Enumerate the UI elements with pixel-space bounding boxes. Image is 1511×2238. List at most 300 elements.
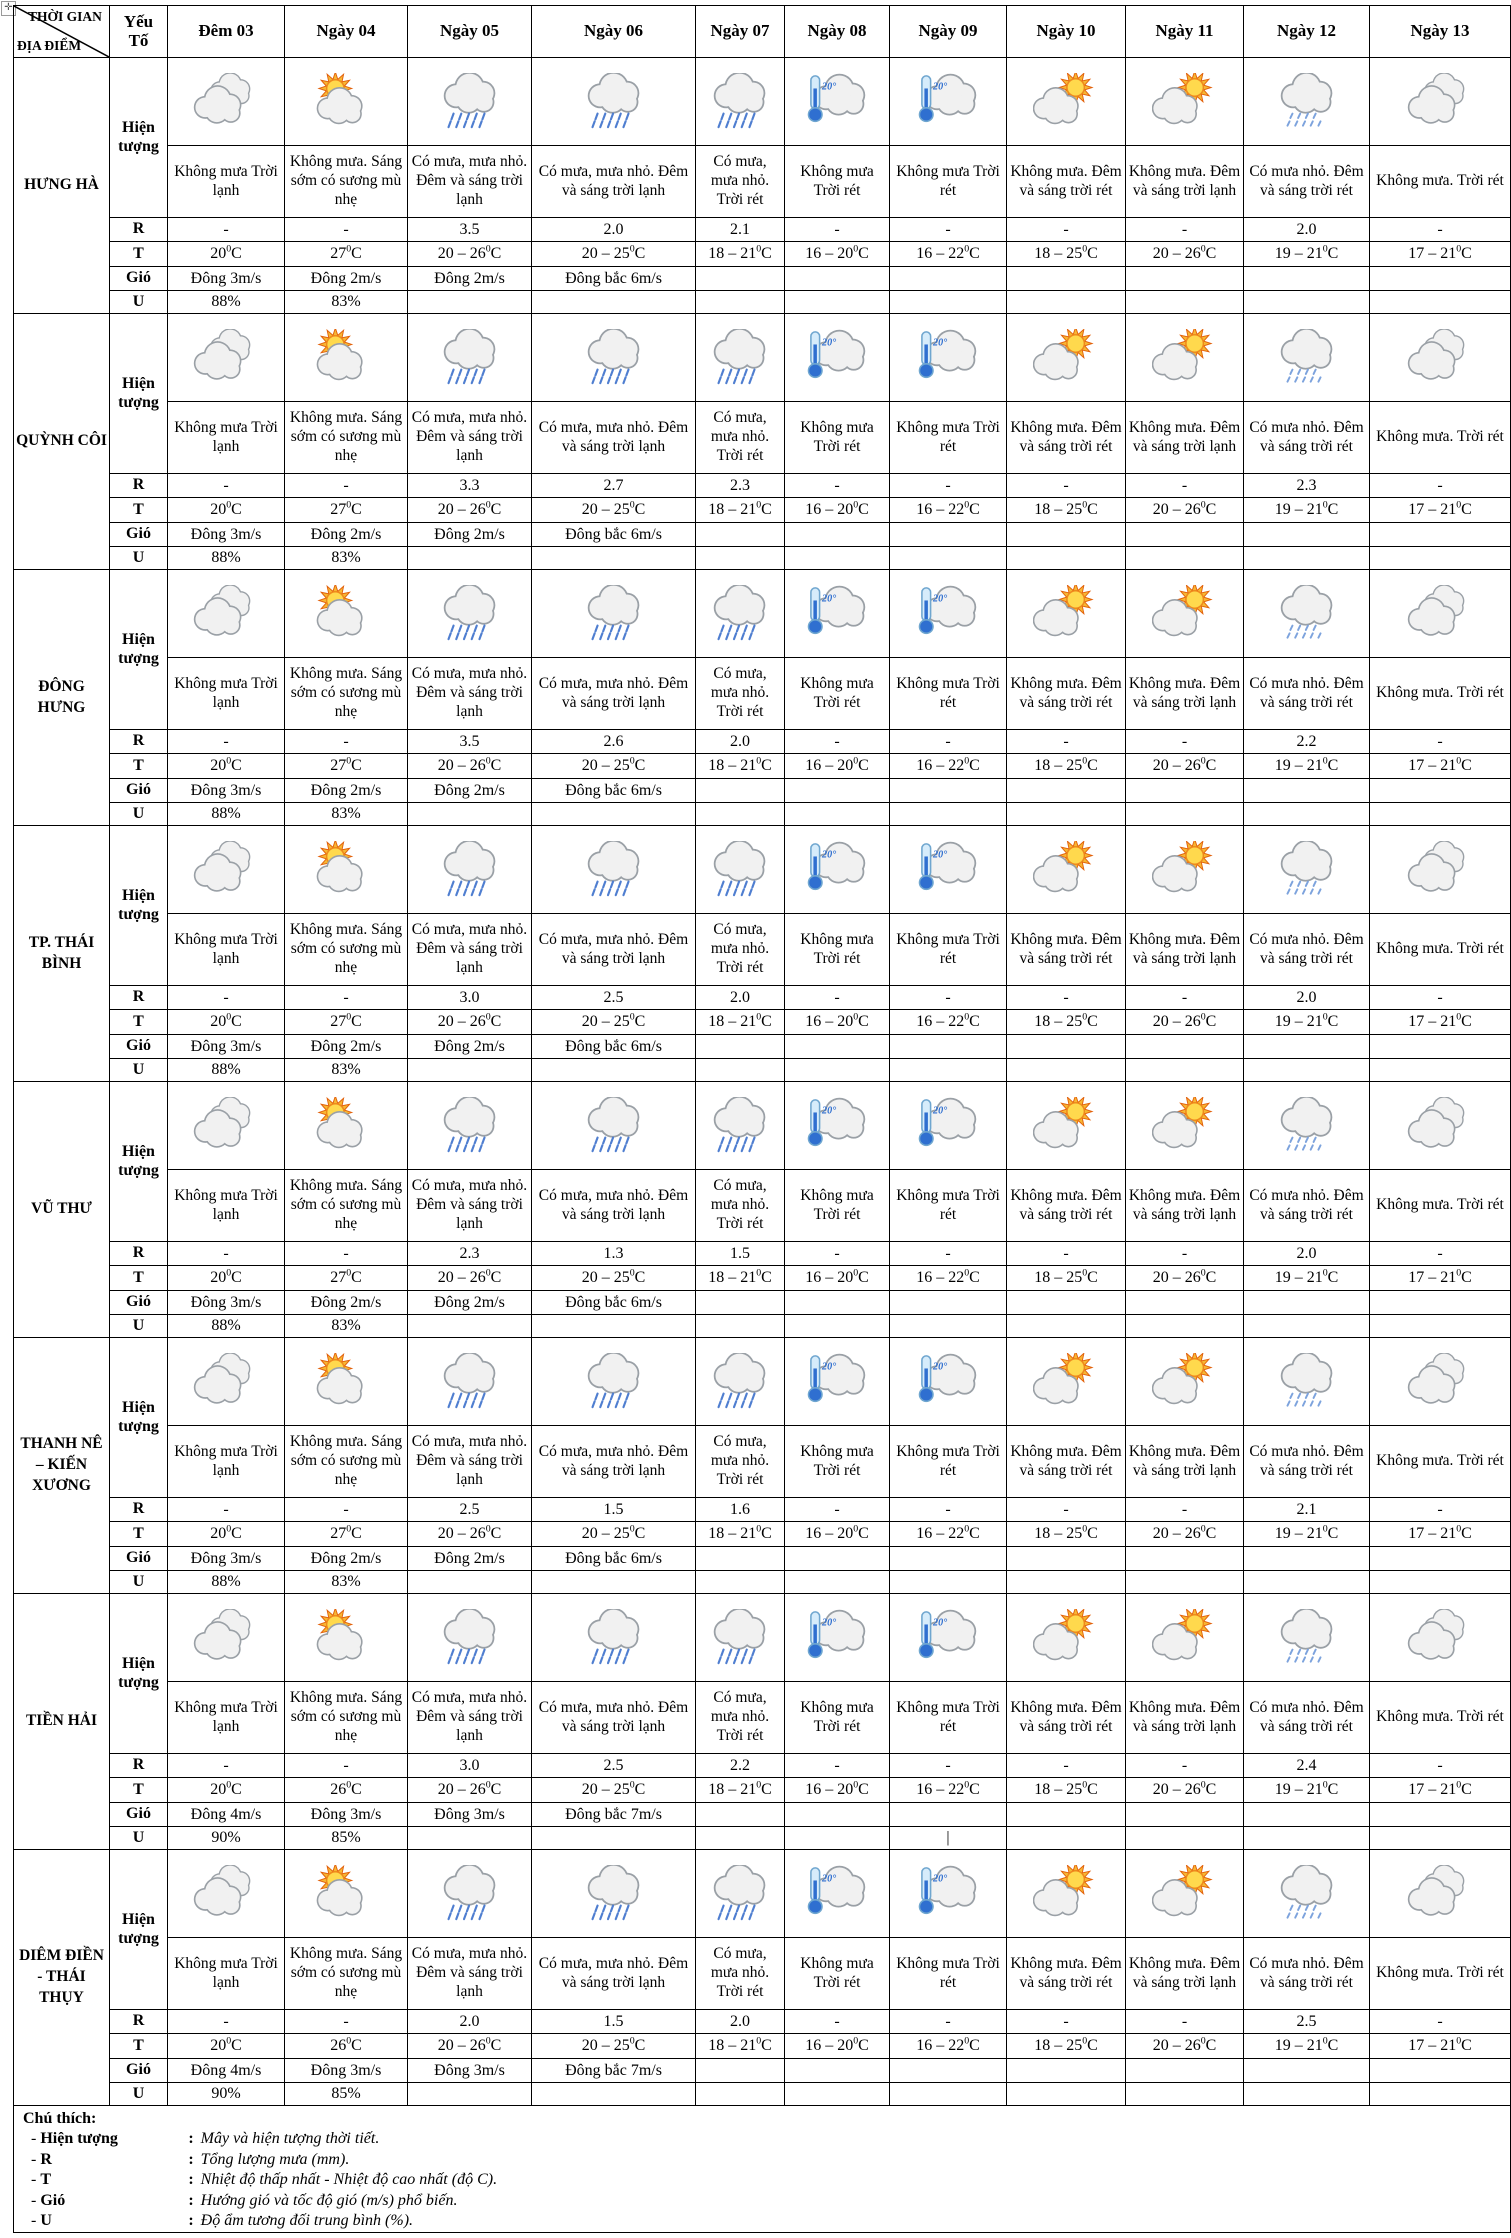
- humidity-row: [14, 547, 1511, 570]
- day-header: Ngày 08: [785, 6, 890, 58]
- weather-icon-cell: [408, 1850, 532, 1938]
- temperature-value: $27^0C$: [285, 1266, 408, 1291]
- weather-icon-cell: [168, 58, 285, 146]
- sun-cloud-left-icon: [287, 73, 405, 131]
- rain-value: -: [1370, 474, 1511, 498]
- row-label-gio: Gió: [110, 267, 168, 291]
- row-label-u: U: [110, 1059, 168, 1082]
- cloudy-icon: [1372, 585, 1508, 643]
- temperature-row: [14, 1778, 1511, 1803]
- humidity-value: 83%: [285, 1571, 408, 1594]
- temperature-value: $20 - 25^0C$: [532, 1266, 696, 1291]
- legend-colon: :: [188, 2171, 194, 2188]
- weather-description: Không mưa Trời lạnh: [168, 1426, 285, 1498]
- rain-value: -: [1370, 1754, 1511, 1778]
- weather-description: Không mưa Trời rét: [785, 1682, 890, 1754]
- wind-value: [1370, 2059, 1511, 2083]
- rain-value: -: [1126, 218, 1244, 242]
- humidity-value: [1370, 2083, 1511, 2106]
- description-row: [14, 146, 1511, 218]
- temperature-value: $16 - 20^0C$: [785, 2034, 890, 2059]
- weather-description: Không mưa Trời lạnh: [168, 146, 285, 218]
- legend-desc: Nhiệt độ thấp nhất - Nhiệt độ cao nhất (độ C).: [200, 2171, 498, 2188]
- wind-value: Đông bắc 6m/s: [532, 1035, 696, 1059]
- row-label-u: U: [110, 1315, 168, 1338]
- legend-item: - Gió : Hướng gió và tốc độ gió (m/s) phổ biến.: [14, 2191, 1510, 2212]
- wind-value: [696, 1291, 785, 1315]
- temperature-row: [14, 1522, 1511, 1547]
- rain-value: -: [785, 986, 890, 1010]
- rain-value: -: [785, 2010, 890, 2034]
- rain-value: 2.0: [1244, 986, 1370, 1010]
- temperature-value: $18 - 25^0C$: [1007, 242, 1126, 267]
- temperature-value: $20 - 26^0C$: [408, 1010, 532, 1035]
- wind-value: [1370, 267, 1511, 291]
- rain-light-icon: [1246, 841, 1367, 899]
- humidity-value: 83%: [285, 1059, 408, 1082]
- weather-description: Có mưa, mưa nhỏ. Đêm và sáng trời lạnh: [408, 1426, 532, 1498]
- weather-description: Có mưa, mưa nhỏ. Trời rét: [696, 914, 785, 986]
- wind-value: [890, 1803, 1007, 1827]
- sun-cloud-left-icon: [287, 841, 405, 899]
- humidity-value: [1007, 291, 1126, 314]
- weather-icon-cell: [1244, 1338, 1370, 1426]
- rain-value: -: [890, 730, 1007, 754]
- weather-icon-cell: [168, 826, 285, 914]
- temperature-value: $16 - 20^0C$: [785, 754, 890, 779]
- location-name: ĐÔNG HƯNG: [14, 570, 110, 826]
- thermo-cloud-icon: [892, 585, 1004, 643]
- wind-value: Đông 3m/s: [168, 1547, 285, 1571]
- rain-value: -: [1007, 1754, 1126, 1778]
- weather-description: Có mưa, mưa nhỏ. Đêm và sáng trời lạnh: [408, 1682, 532, 1754]
- temperature-value: $20^0C$: [168, 1010, 285, 1035]
- day-header: Ngày 11: [1126, 6, 1244, 58]
- weather-icon-cell: [1126, 58, 1244, 146]
- humidity-value: [696, 1827, 785, 1850]
- weather-description: Có mưa, mưa nhỏ. Đêm và sáng trời lạnh: [408, 146, 532, 218]
- humidity-value: |: [890, 1827, 1007, 1850]
- rain-value: 1.5: [696, 1242, 785, 1266]
- weather-icon-cell: [1126, 1850, 1244, 1938]
- sun-cloud-right-icon: [1009, 73, 1123, 131]
- weather-icon-cell: [285, 314, 408, 402]
- rain-value: 2.3: [408, 1242, 532, 1266]
- weather-icon-cell: [785, 58, 890, 146]
- humidity-value: [1126, 291, 1244, 314]
- description-row: [14, 1938, 1511, 2010]
- temperature-value: $19 - 21^0C$: [1244, 498, 1370, 523]
- temperature-value: $20^0C$: [168, 1266, 285, 1291]
- humidity-value: [1126, 1315, 1244, 1338]
- temperature-value: $20^0C$: [168, 754, 285, 779]
- humidity-value: [1126, 803, 1244, 826]
- wind-value: Đông bắc 7m/s: [532, 2059, 696, 2083]
- humidity-value: [408, 1315, 532, 1338]
- weather-icon-cell: [785, 1850, 890, 1938]
- rain-icon: [410, 1353, 529, 1411]
- weather-description: Có mưa, mưa nhỏ. Đêm và sáng trời lạnh: [408, 658, 532, 730]
- wind-value: [696, 267, 785, 291]
- temperature-value: $20 - 25^0C$: [532, 2034, 696, 2059]
- legend-term: U: [40, 2212, 52, 2229]
- wind-value: [696, 1035, 785, 1059]
- rain-value: 1.5: [532, 2010, 696, 2034]
- temperature-value: $20^0C$: [168, 498, 285, 523]
- humidity-value: [1244, 291, 1370, 314]
- row-label-u: U: [110, 547, 168, 570]
- temperature-value: $27^0C$: [285, 1522, 408, 1547]
- weather-description: Có mưa, mưa nhỏ. Đêm và sáng trời lạnh: [532, 402, 696, 474]
- legend-colon: :: [188, 2212, 194, 2229]
- description-row: [14, 658, 1511, 730]
- legend-desc: Tổng lượng mưa (mm).: [200, 2150, 350, 2168]
- row-label-r: R: [110, 218, 168, 242]
- icon-row: [14, 1082, 1511, 1170]
- description-row: [14, 1170, 1511, 1242]
- weather-icon-cell: [285, 1082, 408, 1170]
- rain-value: -: [890, 2010, 1007, 2034]
- weather-description: Không mưa. Đêm và sáng trời lạnh: [1126, 914, 1244, 986]
- cloudy-icon: [170, 585, 282, 643]
- humidity-value: [1007, 1315, 1126, 1338]
- row-label-r: R: [110, 730, 168, 754]
- temperature-value: $20 - 26^0C$: [408, 2034, 532, 2059]
- legend-desc: Độ ẩm tương đối trung bình (%).: [200, 2212, 414, 2229]
- thermo-cloud-icon: [787, 585, 887, 643]
- sun-cloud-left-icon: [287, 1097, 405, 1155]
- weather-icon-cell: [696, 58, 785, 146]
- cloudy-icon: [170, 73, 282, 131]
- temperature-value: $16 - 22^0C$: [890, 1266, 1007, 1291]
- row-label-r: R: [110, 1498, 168, 1522]
- wind-value: Đông bắc 6m/s: [532, 1547, 696, 1571]
- row-label-u: U: [110, 291, 168, 314]
- rain-icon: [698, 841, 782, 899]
- weather-icon-cell: [1007, 570, 1126, 658]
- factor-column-header: Yếu Tố: [110, 6, 168, 58]
- humidity-value: [1126, 547, 1244, 570]
- wind-value: [890, 267, 1007, 291]
- weather-icon-cell: [1126, 1082, 1244, 1170]
- humidity-value: [1370, 291, 1511, 314]
- wind-value: Đông 3m/s: [168, 1035, 285, 1059]
- wind-row: [14, 1547, 1511, 1571]
- rain-light-icon: [1246, 329, 1367, 387]
- svg-text:20°: 20°: [822, 336, 837, 348]
- wind-value: [785, 2059, 890, 2083]
- row-label-gio: Gió: [110, 1291, 168, 1315]
- temperature-value: $20 - 25^0C$: [532, 498, 696, 523]
- humidity-value: [696, 1315, 785, 1338]
- weather-icon-cell: [785, 1338, 890, 1426]
- row-label-t: T: [110, 242, 168, 267]
- rain-value: -: [1126, 474, 1244, 498]
- temperature-value: $16 - 20^0C$: [785, 1522, 890, 1547]
- sun-cloud-left-icon: [287, 1865, 405, 1923]
- row-label-hien-tuong: Hiện tượng: [110, 1850, 168, 2010]
- humidity-value: 88%: [168, 803, 285, 826]
- wind-value: Đông 4m/s: [168, 1803, 285, 1827]
- svg-text:20°: 20°: [822, 1872, 837, 1884]
- wind-value: [1126, 267, 1244, 291]
- wind-value: Đông 2m/s: [285, 523, 408, 547]
- rain-value: -: [890, 1242, 1007, 1266]
- legend-term: T: [40, 2171, 51, 2188]
- svg-text:20°: 20°: [933, 848, 948, 860]
- weather-description: Không mưa. Sáng sớm có sương mù nhẹ: [285, 146, 408, 218]
- wind-value: [1007, 779, 1126, 803]
- rain-value: 3.3: [408, 474, 532, 498]
- thermo-cloud-icon: [787, 1609, 887, 1667]
- weather-description: Có mưa, mưa nhỏ. Trời rét: [696, 1682, 785, 1754]
- rain-value: 2.1: [696, 218, 785, 242]
- weather-icon-cell: [408, 826, 532, 914]
- sun-cloud-right-icon: [1009, 841, 1123, 899]
- cloudy-icon: [1372, 841, 1508, 899]
- cloudy-icon: [170, 1353, 282, 1411]
- weather-icon-cell: [696, 1082, 785, 1170]
- weather-description: Không mưa. Sáng sớm có sương mù nhẹ: [285, 1682, 408, 1754]
- cloudy-icon: [1372, 1353, 1508, 1411]
- rain-row: [14, 2010, 1511, 2034]
- thermo-cloud-icon: [787, 1097, 887, 1155]
- sun-cloud-right-icon: [1009, 1097, 1123, 1155]
- row-label-hien-tuong: Hiện tượng: [110, 1338, 168, 1498]
- sun-cloud-right-icon: [1009, 329, 1123, 387]
- sun-cloud-right-icon: [1128, 1097, 1241, 1155]
- weather-icon-cell: [1126, 314, 1244, 402]
- rain-value: -: [285, 1242, 408, 1266]
- weather-description: Không mưa. Trời rét: [1370, 658, 1511, 730]
- weather-icon-cell: [285, 1594, 408, 1682]
- icon-row: [14, 314, 1511, 402]
- wind-value: Đông bắc 6m/s: [532, 267, 696, 291]
- weather-icon-cell: [890, 58, 1007, 146]
- description-row: [14, 1426, 1511, 1498]
- humidity-value: [890, 803, 1007, 826]
- weather-icon-cell: [532, 1338, 696, 1426]
- weather-description: Không mưa Trời rét: [785, 402, 890, 474]
- humidity-value: [785, 547, 890, 570]
- humidity-value: 88%: [168, 1571, 285, 1594]
- temperature-value: $19 - 21^0C$: [1244, 1522, 1370, 1547]
- location-name: QUỲNH CÔI: [14, 314, 110, 570]
- weather-description: Không mưa. Đêm và sáng trời lạnh: [1126, 1426, 1244, 1498]
- rain-value: -: [168, 1242, 285, 1266]
- humidity-value: [890, 1571, 1007, 1594]
- wind-value: Đông 2m/s: [285, 1035, 408, 1059]
- weather-description: Không mưa Trời lạnh: [168, 914, 285, 986]
- thermo-cloud-icon: [787, 1865, 887, 1923]
- temperature-value: $20 - 26^0C$: [1126, 2034, 1244, 2059]
- weather-icon-cell: [1007, 1338, 1126, 1426]
- weather-icon-cell: [1244, 58, 1370, 146]
- weather-description: Có mưa, mưa nhỏ. Đêm và sáng trời lạnh: [408, 1170, 532, 1242]
- humidity-value: [408, 2083, 532, 2106]
- weather-description: Không mưa. Đêm và sáng trời lạnh: [1126, 146, 1244, 218]
- rain-icon: [410, 1609, 529, 1667]
- thermo-cloud-icon: [892, 1353, 1004, 1411]
- humidity-value: [1007, 1571, 1126, 1594]
- weather-description: Không mưa. Đêm và sáng trời rét: [1007, 658, 1126, 730]
- temperature-value: $20 - 25^0C$: [532, 1778, 696, 1803]
- weather-icon-cell: [890, 1338, 1007, 1426]
- humidity-value: [532, 803, 696, 826]
- row-label-u: U: [110, 2083, 168, 2106]
- humidity-value: [1007, 1827, 1126, 1850]
- weather-description: Không mưa. Đêm và sáng trời rét: [1007, 1170, 1126, 1242]
- humidity-value: 83%: [285, 547, 408, 570]
- weather-description: Không mưa Trời rét: [890, 1170, 1007, 1242]
- wind-value: [1244, 1291, 1370, 1315]
- temperature-value: $16 - 22^0C$: [890, 498, 1007, 523]
- rain-value: -: [285, 1498, 408, 1522]
- legend-term: R: [40, 2150, 52, 2168]
- rain-icon: [698, 1097, 782, 1155]
- weather-icon-cell: [1244, 826, 1370, 914]
- temperature-value: $17 - 21^0C$: [1370, 1266, 1511, 1291]
- weather-icon-cell: [1244, 570, 1370, 658]
- wind-row: [14, 779, 1511, 803]
- weather-description: Có mưa nhỏ. Đêm và sáng trời rét: [1244, 402, 1370, 474]
- weather-description: Không mưa. Đêm và sáng trời rét: [1007, 914, 1126, 986]
- wind-value: [1126, 1035, 1244, 1059]
- rain-icon: [534, 329, 693, 387]
- rain-row: [14, 1754, 1511, 1778]
- rain-icon: [698, 1609, 782, 1667]
- rain-value: 2.7: [532, 474, 696, 498]
- temperature-value: $16 - 22^0C$: [890, 2034, 1007, 2059]
- weather-icon-cell: [1007, 1594, 1126, 1682]
- humidity-value: [1244, 1059, 1370, 1082]
- rain-value: -: [1370, 1498, 1511, 1522]
- weather-description: Không mưa. Đêm và sáng trời rét: [1007, 1938, 1126, 2010]
- rain-value: -: [1007, 1498, 1126, 1522]
- weather-description: Không mưa Trời rét: [785, 658, 890, 730]
- rain-value: -: [785, 474, 890, 498]
- temperature-value: $20 - 26^0C$: [1126, 1266, 1244, 1291]
- cloudy-icon: [1372, 73, 1508, 131]
- weather-description: Không mưa. Đêm và sáng trời rét: [1007, 1682, 1126, 1754]
- weather-description: Không mưa Trời rét: [890, 146, 1007, 218]
- weather-description: Không mưa Trời lạnh: [168, 402, 285, 474]
- weather-description: Không mưa Trời rét: [785, 1170, 890, 1242]
- temperature-value: $16 - 22^0C$: [890, 1010, 1007, 1035]
- humidity-value: [1007, 2083, 1126, 2106]
- temperature-value: $18 - 21^0C$: [696, 242, 785, 267]
- weather-icon-cell: [408, 314, 532, 402]
- sun-cloud-right-icon: [1128, 1865, 1241, 1923]
- svg-text:20°: 20°: [933, 336, 948, 348]
- weather-description: Có mưa, mưa nhỏ. Đêm và sáng trời lạnh: [532, 1682, 696, 1754]
- temperature-value: $17 - 21^0C$: [1370, 498, 1511, 523]
- legend-colon: :: [188, 2191, 194, 2209]
- weather-description: Không mưa Trời rét: [890, 1426, 1007, 1498]
- weather-description: Không mưa Trời rét: [785, 1938, 890, 2010]
- wind-value: [1007, 267, 1126, 291]
- sun-cloud-right-icon: [1128, 841, 1241, 899]
- wind-value: [1244, 523, 1370, 547]
- wind-value: [1370, 1803, 1511, 1827]
- humidity-value: [532, 2083, 696, 2106]
- wind-value: [1126, 1291, 1244, 1315]
- rain-icon: [410, 329, 529, 387]
- rain-value: -: [1126, 2010, 1244, 2034]
- corner-label-place: ĐỊA ĐIỂM: [17, 38, 82, 53]
- rain-value: -: [785, 218, 890, 242]
- rain-value: -: [890, 986, 1007, 1010]
- humidity-value: [696, 803, 785, 826]
- weather-icon-cell: [532, 58, 696, 146]
- temperature-value: $19 - 21^0C$: [1244, 2034, 1370, 2059]
- wind-value: Đông 3m/s: [408, 1803, 532, 1827]
- weather-description: Có mưa, mưa nhỏ. Đêm và sáng trời lạnh: [532, 146, 696, 218]
- location-name: THANH NÊ – KIẾN XƯƠNG: [14, 1338, 110, 1594]
- sun-cloud-right-icon: [1128, 1353, 1241, 1411]
- humidity-value: [408, 291, 532, 314]
- wind-value: [696, 779, 785, 803]
- row-label-t: T: [110, 1778, 168, 1803]
- weather-description: Không mưa Trời rét: [890, 914, 1007, 986]
- humidity-value: [1370, 803, 1511, 826]
- weather-icon-cell: [168, 314, 285, 402]
- row-label-u: U: [110, 1827, 168, 1850]
- humidity-value: 88%: [168, 547, 285, 570]
- weather-icon-cell: [696, 570, 785, 658]
- humidity-value: [785, 1571, 890, 1594]
- weather-icon-cell: [1370, 314, 1511, 402]
- wind-value: [785, 779, 890, 803]
- temperature-value: $20 - 25^0C$: [532, 1010, 696, 1035]
- temperature-value: $18 - 25^0C$: [1007, 1010, 1126, 1035]
- description-row: [14, 402, 1511, 474]
- legend-term: Hiện tượng: [40, 2130, 118, 2147]
- humidity-row: [14, 2083, 1511, 2106]
- weather-description: Không mưa. Trời rét: [1370, 1426, 1511, 1498]
- rain-value: -: [1370, 2010, 1511, 2034]
- rain-value: 3.0: [408, 986, 532, 1010]
- rain-value: -: [285, 730, 408, 754]
- rain-value: 2.0: [696, 730, 785, 754]
- rain-light-icon: [1246, 1097, 1367, 1155]
- humidity-value: [890, 291, 1007, 314]
- icon-row: [14, 1338, 1511, 1426]
- row-label-t: T: [110, 1522, 168, 1547]
- icon-row: [14, 58, 1511, 146]
- temperature-value: $19 - 21^0C$: [1244, 1266, 1370, 1291]
- row-label-t: T: [110, 498, 168, 523]
- row-label-r: R: [110, 1754, 168, 1778]
- weather-description: Có mưa, mưa nhỏ. Trời rét: [696, 1938, 785, 2010]
- temperature-value: $16 - 20^0C$: [785, 498, 890, 523]
- humidity-value: [408, 1059, 532, 1082]
- wind-value: [1370, 779, 1511, 803]
- weather-description: Không mưa Trời rét: [890, 1682, 1007, 1754]
- wind-value: [696, 1803, 785, 1827]
- icon-row: [14, 826, 1511, 914]
- temperature-value: $18 - 25^0C$: [1007, 754, 1126, 779]
- cloudy-icon: [170, 329, 282, 387]
- temperature-row: [14, 1266, 1511, 1291]
- wind-value: Đông 2m/s: [408, 267, 532, 291]
- rain-value: -: [168, 1754, 285, 1778]
- thermo-cloud-icon: [787, 1353, 887, 1411]
- location-name: TP. THÁI BÌNH: [14, 826, 110, 1082]
- rain-value: 2.1: [1244, 1498, 1370, 1522]
- weather-icon-cell: [1370, 826, 1511, 914]
- wind-value: Đông bắc 6m/s: [532, 1291, 696, 1315]
